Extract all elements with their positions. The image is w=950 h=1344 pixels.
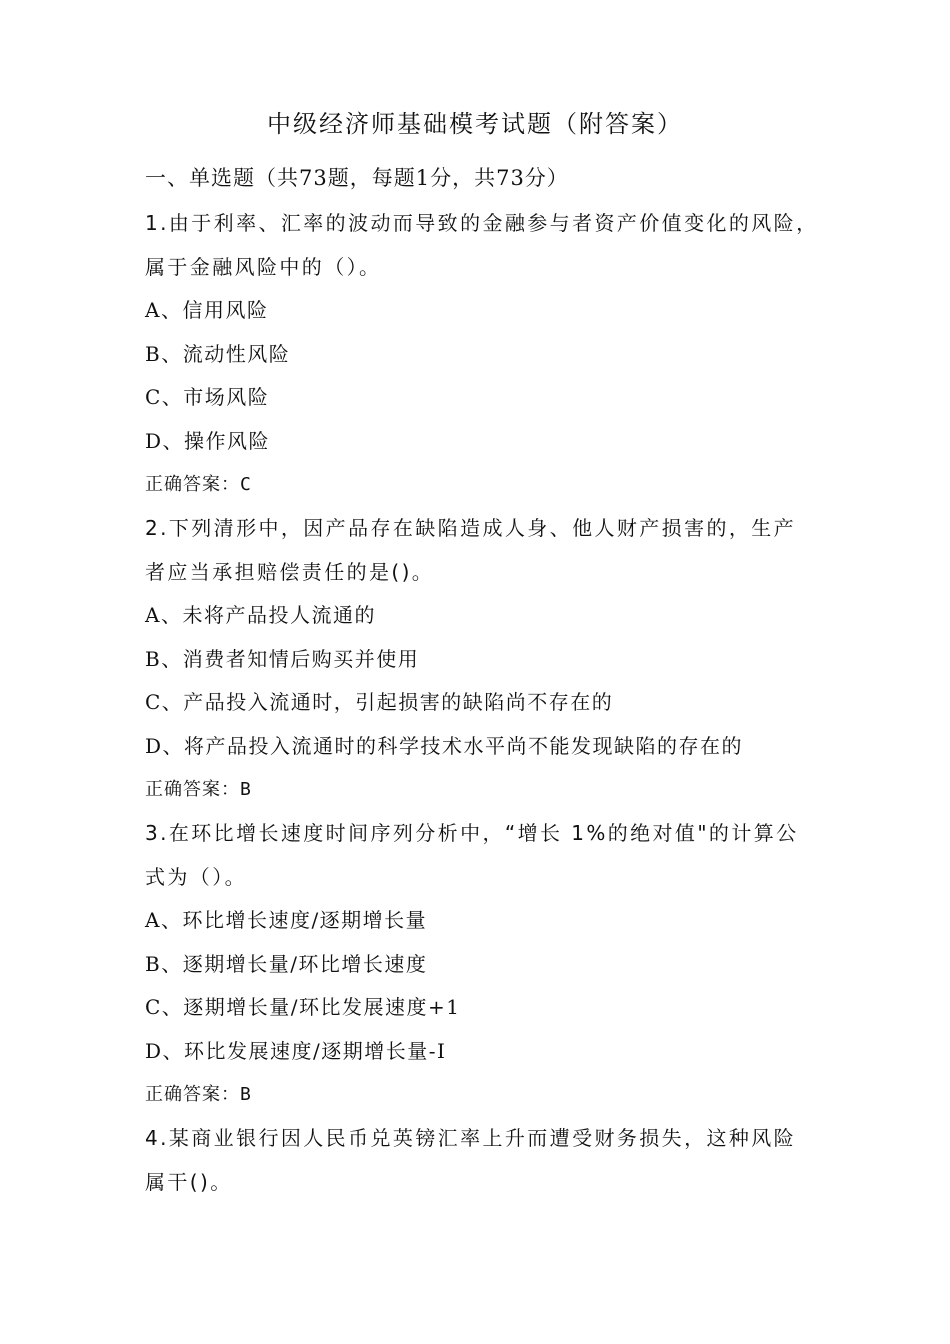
option-b: B、流动性风险 (145, 341, 291, 366)
option-a: A、未将产品投人流通的 (145, 603, 376, 627)
question-block (145, 811, 825, 1116)
question-text-line: 1.由于利率、汇率的波动而导致的金融参与者资产价值变化的风险， (145, 211, 819, 235)
question-text-line: 2.下列清形中，因产品存在缺陷造成人身、他人财产损害的，生产 (145, 516, 797, 540)
question-list (145, 201, 825, 1204)
option-d: D、环比发展速度/逐期增长量-I (145, 1038, 447, 1063)
option-c: C、产品投入流通时，引起损害的缺陷尚不存在的 (145, 690, 614, 714)
option-d: D、将产品投入流通时的科学技术水平尚不能发现缺陷的存在的 (145, 733, 744, 758)
question-text-line: 3.在环比增长速度时间序列分析中，“增长 1%的绝对值"的计算公 (145, 821, 799, 845)
question-block (145, 506, 825, 811)
option-c: C、市场风险 (145, 385, 270, 409)
correct-answer: 正确答案：C (145, 474, 252, 495)
question-block (145, 201, 825, 506)
question-text-line: 属于金融风险中的（）。 (145, 255, 382, 279)
question-text-line: 式为（）。 (145, 865, 247, 889)
correct-answer: 正确答案：B (145, 1084, 252, 1105)
question-text-line: 属干()。 (145, 1170, 233, 1194)
page-title: 中级经济师基础模考试题（附答案） (267, 110, 683, 138)
option-a: A、信用风险 (145, 298, 269, 322)
section-heading: 一、单选题（共73题，每题1分，共73分） (145, 166, 569, 190)
question-text-line: 者应当承担赔偿责任的是()。 (145, 560, 435, 584)
option-b: B、逐期增长量/环比增长速度 (145, 951, 428, 976)
option-b: B、消费者知情后购买并使用 (145, 646, 420, 671)
option-a: A、环比增长速度/逐期增长量 (145, 908, 428, 932)
correct-answer: 正确答案：B (145, 779, 252, 800)
option-c: C、逐期增长量/环比发展速度+1 (145, 995, 461, 1019)
question-block (145, 1116, 825, 1204)
question-text-line: 4.某商业银行因人民币兑英镑汇率上升而遭受财务损失，这种风险 (145, 1126, 797, 1150)
option-d: D、操作风险 (145, 428, 271, 453)
